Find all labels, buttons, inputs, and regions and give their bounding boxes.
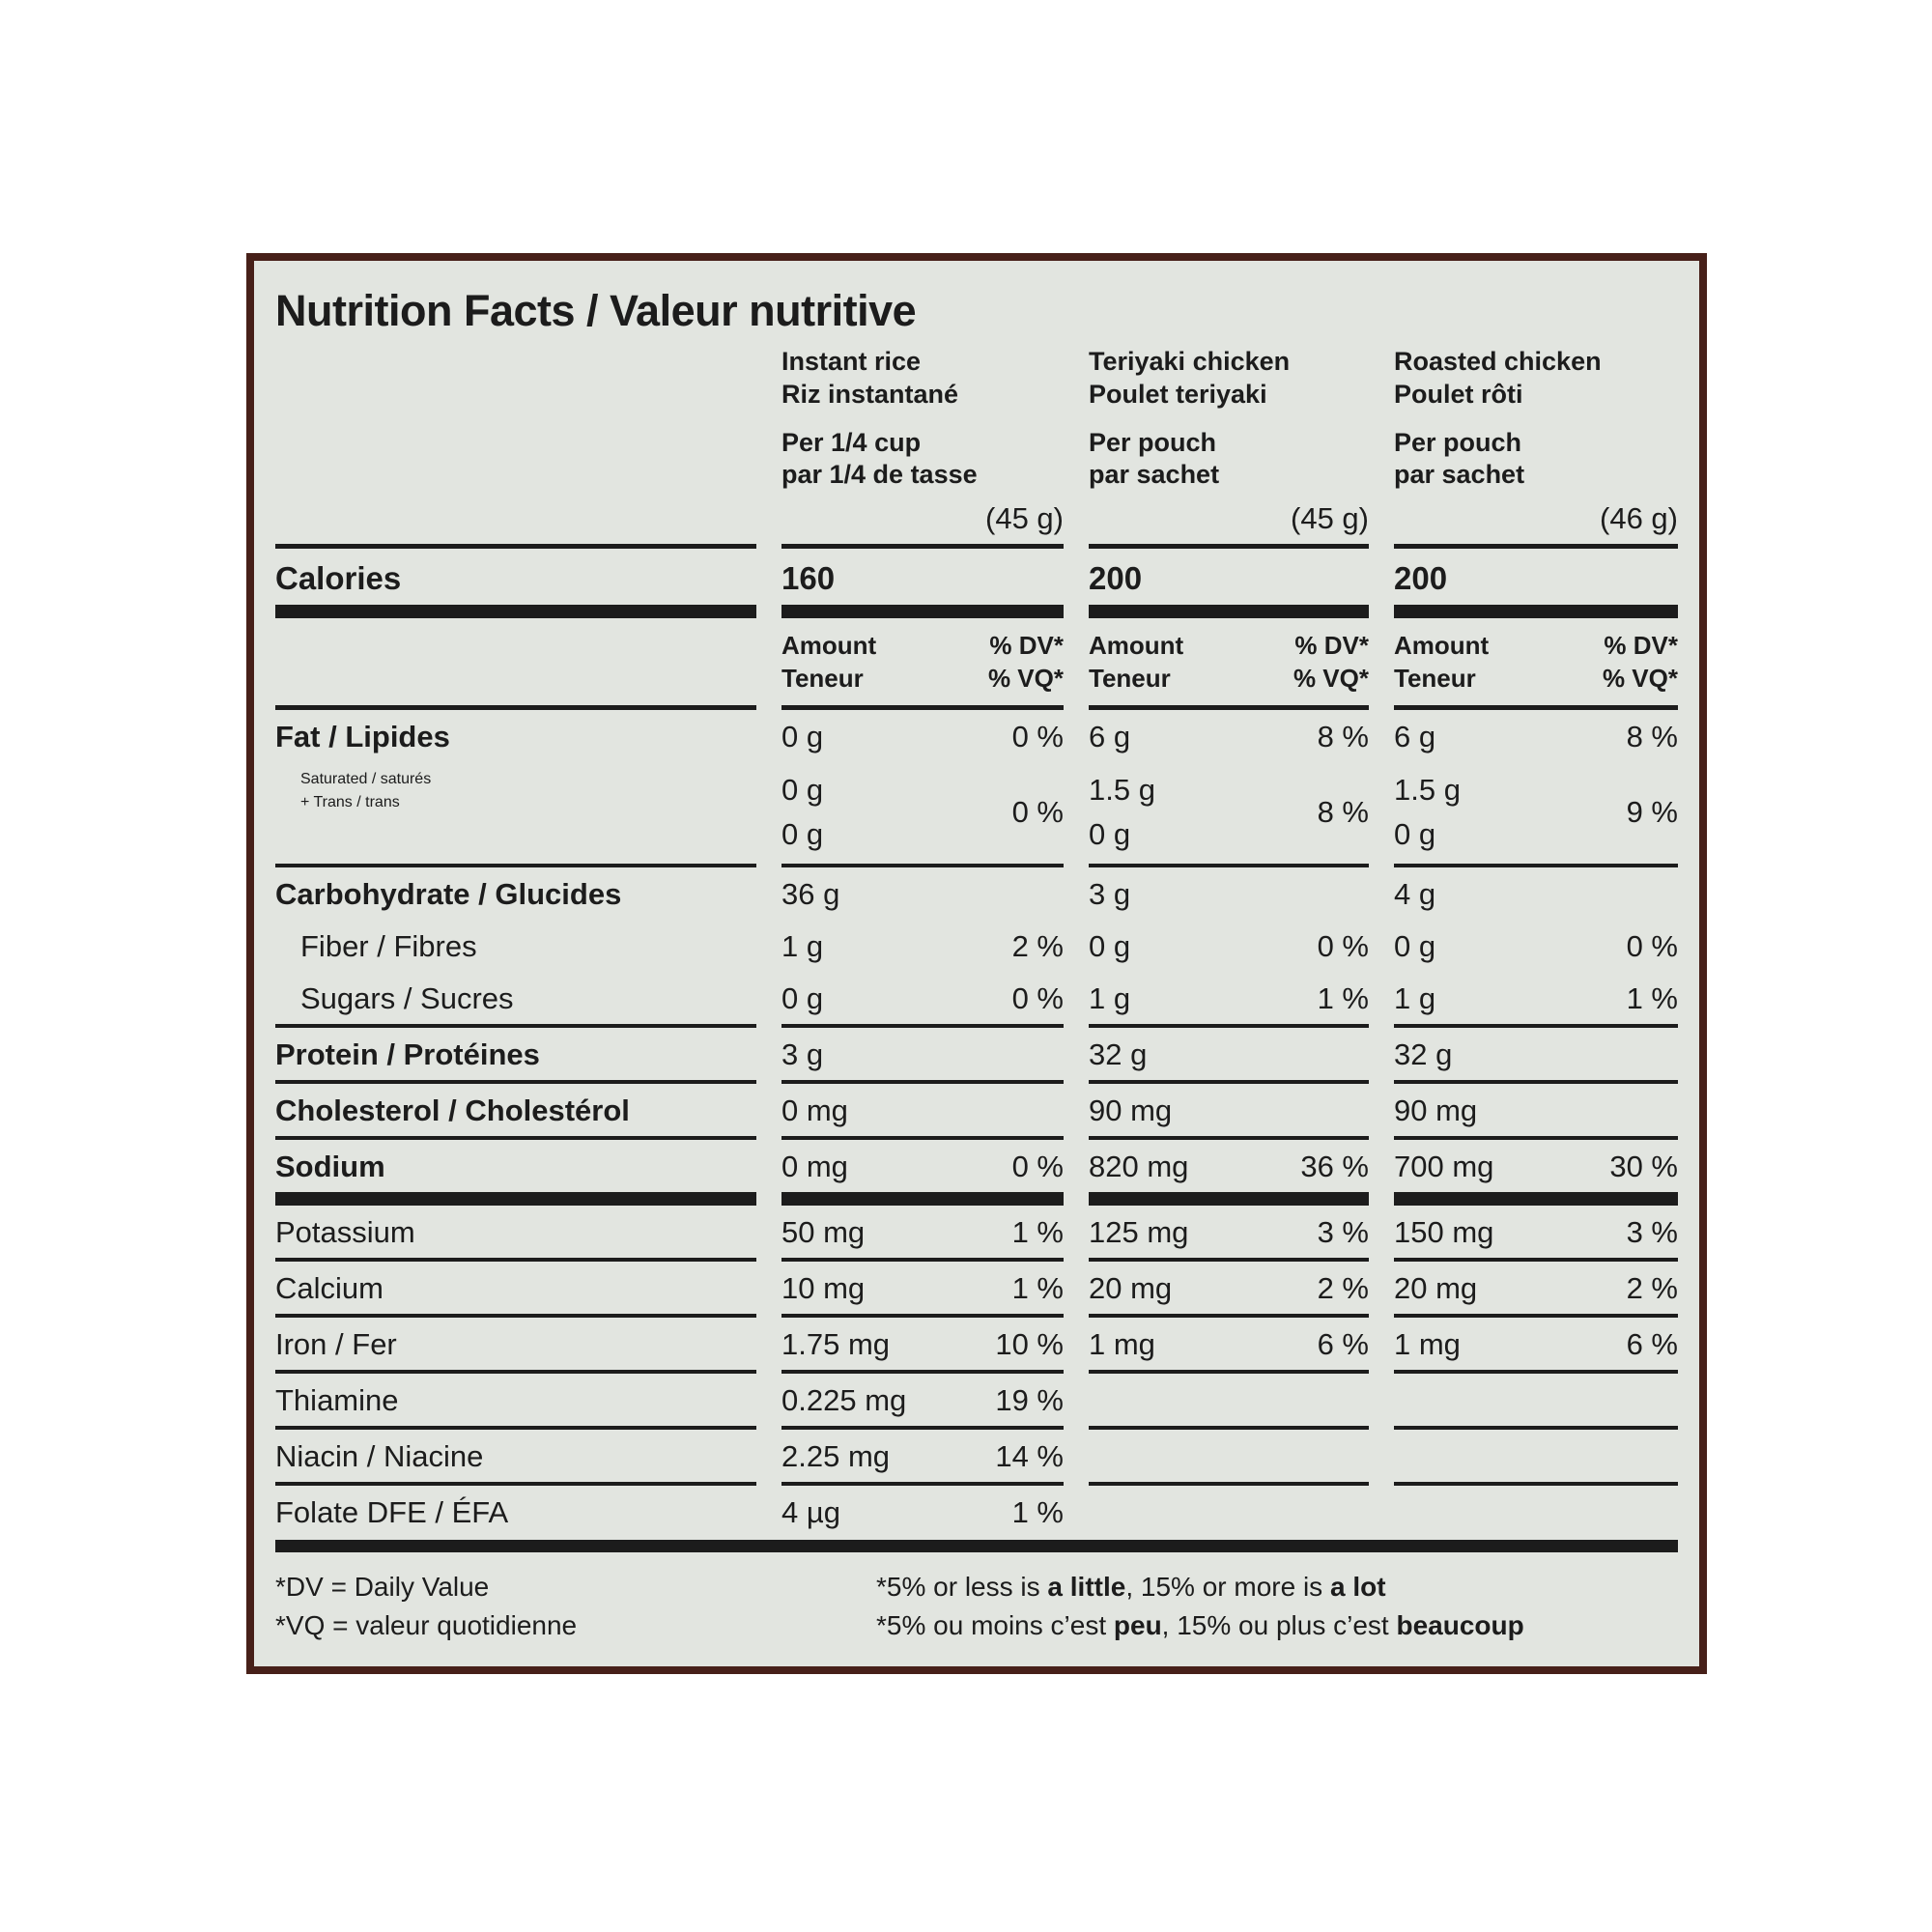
amount: 36 g [781, 876, 840, 911]
serving-fr: par 1/4 de tasse [781, 460, 978, 490]
amount: 1.75 mg [781, 1326, 891, 1361]
footnote-dv-fr: *VQ = valeur quotidienne [275, 1610, 578, 1641]
nutrient-row-fat [275, 710, 1678, 762]
serving-weight: (46 g) [1600, 501, 1678, 535]
amount: 32 g [1394, 1037, 1453, 1071]
dv-percent: 1 % [1626, 980, 1678, 1015]
amount: 90 mg [1394, 1093, 1478, 1127]
amount: 6 g [1089, 719, 1131, 753]
dv-percent: 1 % [1011, 1214, 1064, 1249]
product-names-row [275, 346, 1678, 412]
dv-percent: 36 % [1300, 1149, 1369, 1183]
amount: 0 g [1089, 928, 1131, 963]
amount-header-fr: Teneur [1394, 663, 1476, 693]
row-label: Thiamine [275, 1374, 756, 1430]
saturated-amount: 0 g [781, 772, 824, 807]
trans-label: + Trans / trans [300, 793, 400, 810]
product-name-fr: Riz instantané [781, 379, 959, 409]
page-title: Nutrition Facts / Valeur nutritive [275, 286, 917, 335]
serving-size-instant-rice [781, 412, 1064, 493]
calories-value: 160 [781, 549, 1064, 618]
footnote-dv-en: *DV = Daily Value [275, 1571, 490, 1602]
footnotes [275, 1568, 1678, 1646]
amount: 820 mg [1089, 1149, 1189, 1183]
product-column-teriyaki-chicken [1089, 346, 1369, 412]
trans-amount: 0 g [1089, 817, 1131, 852]
dv-percent: 0 % [1011, 795, 1064, 830]
amount: 50 mg [781, 1214, 866, 1249]
serving-weight: (45 g) [985, 501, 1064, 535]
serving-size-teriyaki [1089, 412, 1369, 493]
amount-header-en: Amount [1394, 631, 1490, 660]
dv-percent: 0 % [1317, 928, 1369, 963]
dv-percent: 8 % [1317, 719, 1369, 753]
product-name-fr: Poulet teriyaki [1089, 379, 1267, 409]
serving-weight-row [275, 492, 1678, 549]
saturated-label: Saturated / saturés [300, 770, 432, 787]
dv-percent: 0 % [1011, 980, 1064, 1015]
row-label: Fat / Lipides [275, 719, 450, 753]
nutrient-row-cholesterol [275, 1084, 1678, 1140]
amount: 4 µg [781, 1494, 840, 1529]
nutrient-row-sugars [275, 972, 1678, 1028]
amount: 2.25 mg [781, 1438, 891, 1473]
amount: 1 g [781, 928, 824, 963]
row-label: Iron / Fer [275, 1318, 756, 1374]
amount: 700 mg [1394, 1149, 1494, 1183]
product-name-en: Roasted chicken [1394, 347, 1602, 376]
row-label: Niacin / Niacine [275, 1430, 756, 1486]
spacer-cell [275, 618, 756, 710]
amount-header-fr: Teneur [781, 663, 864, 693]
nutrient-row-fiber [275, 920, 1678, 972]
row-label: Carbohydrate / Glucides [275, 876, 622, 911]
dv-percent: 1 % [1011, 1494, 1064, 1529]
nutrient-row-saturated-trans [275, 762, 1678, 867]
dv-header-fr: % VQ* [1602, 663, 1678, 693]
dv-percent: 1 % [1011, 1270, 1064, 1305]
dv-percent: 14 % [995, 1438, 1064, 1473]
amount: 1 g [1089, 980, 1131, 1015]
bottom-divider-bar [275, 1540, 1678, 1552]
amount-header-fr: Teneur [1089, 663, 1171, 693]
spacer-cell [275, 412, 756, 493]
row-label: Folate DFE / ÉFA [275, 1494, 509, 1529]
dv-header-en: % DV* [989, 631, 1064, 660]
dv-percent: 19 % [995, 1382, 1064, 1417]
dv-percent: 3 % [1626, 1214, 1678, 1249]
dv-percent: 0 % [1011, 719, 1064, 753]
amount: 32 g [1089, 1037, 1148, 1071]
dv-percent: 30 % [1609, 1149, 1678, 1183]
row-label [275, 762, 756, 867]
row-label: Fiber / Fibres [300, 928, 477, 963]
product-name-en: Instant rice [781, 347, 922, 376]
row-label: Potassium [275, 1206, 756, 1262]
dv-percent: 3 % [1317, 1214, 1369, 1249]
amount: 150 mg [1394, 1214, 1494, 1249]
amount: 0 g [781, 980, 824, 1015]
nutrient-row-calcium [275, 1262, 1678, 1318]
amount: 0 g [1394, 928, 1436, 963]
dv-percent: 6 % [1317, 1326, 1369, 1361]
trans-amount: 0 g [781, 817, 824, 852]
serving-size-roasted [1394, 412, 1678, 493]
serving-size-row [275, 412, 1678, 493]
dv-percent: 8 % [1626, 719, 1678, 753]
amount: 0 g [781, 719, 824, 753]
dv-percent: 2 % [1011, 928, 1064, 963]
amount: 90 mg [1089, 1093, 1173, 1127]
spacer-cell [275, 346, 756, 412]
column-header [1394, 618, 1678, 710]
footnote-scale-en: *5% or less is a little, 15% or more is a lot [876, 1571, 1386, 1602]
nutrient-row-protein [275, 1028, 1678, 1084]
nutrient-row-potassium [275, 1206, 1678, 1262]
nutrient-row-sodium [275, 1140, 1678, 1206]
column-header [781, 618, 1064, 710]
amount-header-en: Amount [781, 631, 877, 660]
nutrient-row-folate [275, 1486, 1678, 1538]
serving-en: Per pouch [1394, 427, 1522, 457]
row-label: Protein / Protéines [275, 1028, 756, 1084]
amount: 125 mg [1089, 1214, 1189, 1249]
product-column-roasted-chicken [1394, 346, 1678, 412]
dv-percent: 0 % [1626, 928, 1678, 963]
dv-percent: 2 % [1626, 1270, 1678, 1305]
spacer-cell [275, 492, 756, 549]
column-header [1089, 618, 1369, 710]
amount: 4 g [1394, 876, 1436, 911]
nutrient-row-thiamine [275, 1374, 1678, 1430]
amount: 1 g [1394, 980, 1436, 1015]
calories-value: 200 [1394, 549, 1678, 618]
serving-weight: (45 g) [1291, 501, 1369, 535]
amount: 10 mg [781, 1270, 866, 1305]
dv-header-en: % DV* [1294, 631, 1369, 660]
footnote-scale-fr: *5% ou moins c’est peu, 15% ou plus c’est beaucoup [876, 1610, 1524, 1641]
amount: 0 mg [781, 1093, 848, 1127]
dv-percent: 10 % [995, 1326, 1064, 1361]
dv-header-en: % DV* [1604, 631, 1678, 660]
dv-percent: 0 % [1011, 1149, 1064, 1183]
product-column-instant-rice [781, 346, 1064, 412]
dv-header-fr: % VQ* [987, 663, 1064, 693]
dv-percent: 1 % [1317, 980, 1369, 1015]
row-label: Cholesterol / Cholestérol [275, 1084, 756, 1140]
dv-header-fr: % VQ* [1293, 663, 1369, 693]
column-headers-row [275, 618, 1678, 710]
trans-amount: 0 g [1394, 817, 1436, 852]
serving-fr: par sachet [1394, 460, 1525, 490]
amount: 3 g [781, 1037, 824, 1071]
serving-fr: par sachet [1089, 460, 1220, 490]
serving-en: Per pouch [1089, 427, 1217, 457]
nutrition-facts-label [246, 253, 1707, 1674]
dv-percent: 2 % [1317, 1270, 1369, 1305]
nutrient-row-iron [275, 1318, 1678, 1374]
amount: 6 g [1394, 719, 1436, 753]
amount: 0.225 mg [781, 1382, 907, 1417]
saturated-amount: 1.5 g [1089, 772, 1155, 807]
dv-percent: 9 % [1626, 795, 1678, 830]
row-label: Calcium [275, 1262, 756, 1318]
saturated-amount: 1.5 g [1394, 772, 1461, 807]
calories-label: Calories [275, 549, 756, 618]
calories-row [275, 549, 1678, 618]
dv-percent: 6 % [1626, 1326, 1678, 1361]
calories-value: 200 [1089, 549, 1369, 618]
serving-en: Per 1/4 cup [781, 427, 922, 457]
product-name-fr: Poulet rôti [1394, 379, 1523, 409]
amount: 20 mg [1394, 1270, 1478, 1305]
nutrient-row-carbohydrate [275, 867, 1678, 920]
amount: 1 mg [1089, 1326, 1155, 1361]
amount-header-en: Amount [1089, 631, 1184, 660]
dv-percent: 8 % [1317, 795, 1369, 830]
amount: 20 mg [1089, 1270, 1173, 1305]
amount: 0 mg [781, 1149, 848, 1183]
nutrient-row-niacin [275, 1430, 1678, 1486]
row-label: Sodium [275, 1140, 756, 1206]
amount: 1 mg [1394, 1326, 1461, 1361]
row-label: Sugars / Sucres [275, 972, 756, 1028]
amount: 3 g [1089, 876, 1131, 911]
product-name-en: Teriyaki chicken [1089, 347, 1291, 376]
